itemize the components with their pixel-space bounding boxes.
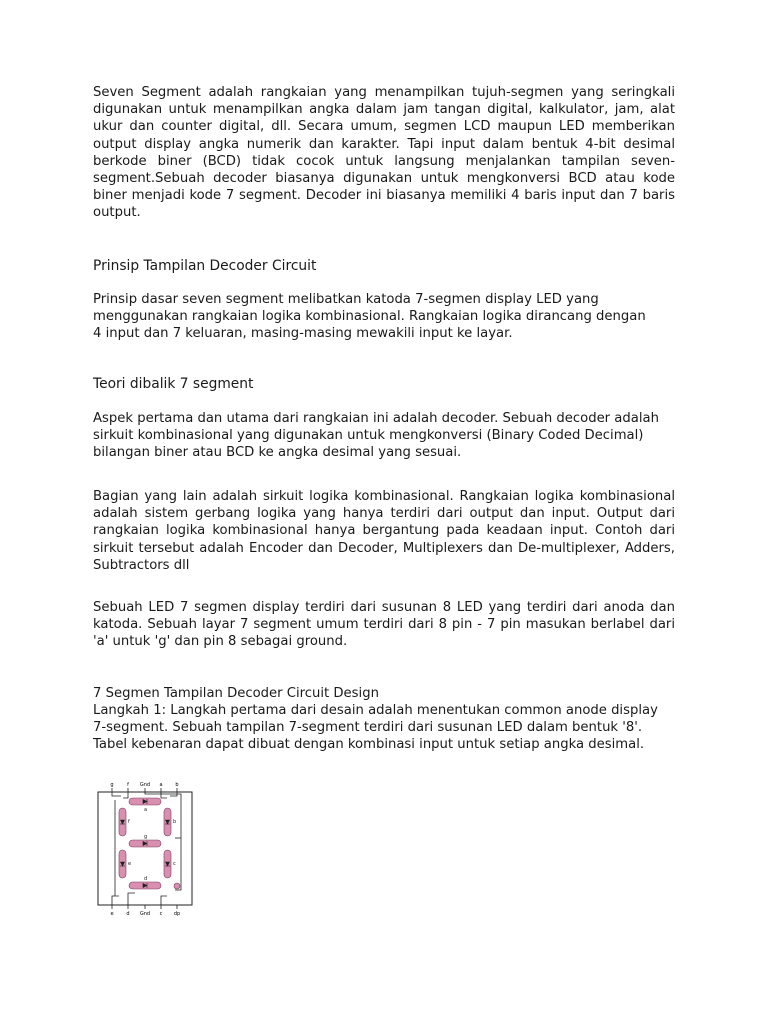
section-heading-prinsip: Prinsip Tampilan Decoder Circuit [93, 258, 317, 274]
bottom-leads [112, 893, 177, 909]
teori-paragraph-1: Aspek pertama dan utama dari rangkaian ini adalah decoder. Sebuah decoder adalah sirkuit kombinasional yang digunakan untuk mengkonversi (Binary Coded Decimal) bilangan biner atau BCD ke angka desimal yang sesuai. [93, 411, 659, 461]
prinsip-paragraph: Prinsip dasar seven segment melibatkan katoda 7-segmen display LED yang menggunakan rangkaian logika kombinasional. Rangkaian logika dirancang dengan 4 input dan 7 keluaran, masing-masing mewakili input ke layar. [93, 292, 646, 342]
seg-label-g: g [144, 834, 148, 840]
section-heading-teori: Teori dibalik 7 segment [93, 376, 254, 392]
seven-segment-diagram [95, 778, 195, 918]
intro-paragraph: Seven Segment adalah rangkaian yang menampilkan tujuh-segmen yang seringkali digunakan untuk menampilkan angka dalam jam tangan digital, kalkulator, jam, alat ukur dan counter digital, dll. Secara umum, segmen LCD maupun LED memberikan output display angka numerik dan karakter. Tapi input dalam bentuk 4-bit desimal berkode biner (BCD) tidak cocok untuk langsung menjalankan tampilan seven-segment.Sebuah decoder biasanya digunakan untuk mengkonversi BCD atau kode biner menjadi kode 7 segment. Decoder ini biasanya memiliki 4 baris input dan 7 baris output. [93, 85, 675, 221]
led-paragraph: Sebuah LED 7 segmen display terdiri dari susunan 8 LED yang terdiri dari anoda dan katoda. Sebuah layar 7 segment umum terdiri dari 8 pin - 7 pin masukan berlabel dari 'a' untuk 'g' dan pin 8 sebagai ground. [93, 600, 675, 650]
top-leads [112, 788, 177, 798]
design-heading: 7 Segmen Tampilan Decoder Circuit Design [93, 686, 379, 701]
pin-label-top-3: Gnd [139, 782, 151, 788]
segment-dp [174, 883, 180, 889]
seg-label-f: f [128, 819, 130, 825]
pin-label-top-4: a [159, 782, 163, 788]
segments [119, 798, 180, 889]
pin-label-bottom-4: c [159, 911, 163, 917]
pin-label-bottom-3: Gnd [139, 911, 151, 917]
seg-label-a: a [144, 807, 148, 813]
pin-label-bottom-5: dp [173, 911, 181, 917]
seg-label-d: d [144, 876, 148, 882]
pin-label-top-5: b [175, 782, 179, 788]
design-paragraph: Langkah 1: Langkah pertama dari desain adalah menentukan common anode display 7-segment. Sebuah tampilan 7-segment terdiri dari susunan LED dalam bentuk '8'. Tabel kebenaran dapat dibuat dengan kombinasi input untuk setiap angka desimal. [93, 703, 658, 753]
pin-label-bottom-2: d [126, 911, 130, 917]
pin-label-bottom-1: e [110, 911, 114, 917]
pin-label-top-1: g [110, 782, 114, 788]
pin-label-top-2: f [127, 782, 129, 788]
seg-label-e: e [128, 861, 132, 867]
teori-paragraph-2: Bagian yang lain adalah sirkuit logika kombinasional. Rangkaian logika kombinasional adalah sistem gerbang logika yang hanya terdiri dari output dan input. Output dari rangkaian logika kombinasional hanya bergantung pada keadaan input. Contoh dari sirkuit tersebut adalah Encoder dan Decoder, Multiplexers dan De-multiplexer, Adders, Subtractors dll [93, 489, 675, 573]
seg-label-b: b [173, 819, 177, 825]
seg-label-c: c [173, 861, 176, 867]
